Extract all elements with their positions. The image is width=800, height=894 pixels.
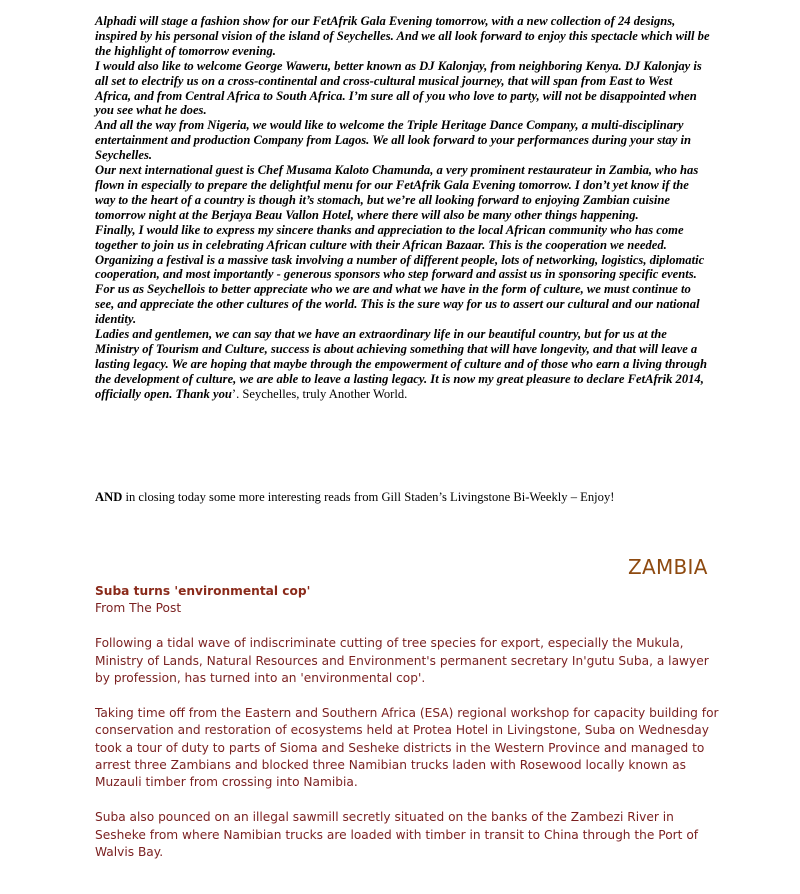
- speech-text: [95, 14, 710, 402]
- article-paragraph: Taking time off from the Eastern and Southern Africa (ESA) regional workshop for capacity building for conservation and restoration of ecosystems held at Protea Hotel in Livingstone, Suba on Wednesday took a tour of duty to parts of Sioma and Sesheke districts in the Western Province and managed to arrest three Zambians and blocked three Namibian trucks laden with Rosewood locally known as Muzauli timber from crossing into Namibia.: [95, 705, 719, 790]
- speech-paragraph: Finally, I would like to express my sincere thanks and appreciation to the local African community who has come together to join us in celebrating African culture with their African Bazaar. This is the cooperation we needed.: [95, 222, 684, 252]
- speech-paragraph: And all the way from Nigeria, we would like to welcome the Triple Heritage Dance Company, a multi-disciplinary entertainment and production Company from Lagos. We all look forward to your performances during your stay in Seychelles.: [95, 118, 692, 163]
- speech-paragraph: Ladies and gentlemen, we can say that we have an extraordinary life in our beautiful country, but for us at the Ministry of Tourism and Culture, success is about achieving something that will have longevity, and that will leave a lasting legacy. We are hoping that maybe through the empowerment of culture and of those who earn a living through the development of culture, we are able to leave a lasting legacy. It is now my great pleasure to declare FetAfrik 2014, officially open. Thank you: [95, 327, 708, 401]
- speech-tail: ’. Seychelles, truly Another World.: [231, 386, 408, 401]
- article-headline: Suba turns 'environmental cop': [95, 584, 311, 598]
- closing-text: in closing today some more interesting reads from Gill Staden’s Livingstone Bi-Weekly – Enjoy!: [122, 490, 615, 504]
- closing-lead: AND: [95, 490, 123, 504]
- section-title: ZAMBIA: [628, 555, 708, 579]
- article-source: From The Post: [95, 601, 182, 616]
- speech-paragraph: Organizing a festival is a massive task involving a number of different people, lots of networking, logistics, diplomatic cooperation, and most importantly - generous sponsors who step forward and assist us in sponsoring specific events. For us as Seychellois to better appreciate who we are and what we have in the form of culture, we must continue to see, and appreciate the other cultures of the world. This is the sure way for us to assert our cultural and our national identity.: [95, 252, 705, 327]
- closing-line: [95, 490, 735, 505]
- speech-final-paragraph: [95, 327, 710, 402]
- speech-paragraph: Alphadi will stage a fashion show for our FetAfrik Gala Evening tomorrow, with a new collection of 24 designs, inspired by his personal vision of the island of Seychelles. And we all look forward to enjoy this spectacle which will be the highlight of tomorrow evening.: [95, 14, 710, 58]
- speech-paragraph: Our next international guest is Chef Musama Kaloto Chamunda, a very prominent restaurateur in Zambia, who has flown in especially to prepare the delightful menu for our FetAfrik Gala Evening tomorrow. I don’t yet know if the way to the heart of a country is though it’s stomach, but we’re all looking forward to enjoying Zambian cuisine tomorrow night at the Berjaya Beau Vallon Hotel, where there will also be many other things happening.: [95, 163, 699, 222]
- article: [95, 583, 725, 879]
- article-paragraph: Suba also pounced on an illegal sawmill secretly situated on the banks of the Zambezi River in Sesheke from where Namibian trucks are loaded with timber in transit to China through the Port of Walvis Bay.: [95, 810, 699, 860]
- speech-paragraph: I would also like to welcome George Waweru, better known as DJ Kalonjay, from neighboring Kenya. DJ Kalonjay is all set to electrify us on a cross-continental and cross-cultural musical journey, that will span from East to West Africa, and from Central Africa to South Africa. I’m sure all of you who love to party, will not be disappointed when you see what he does.: [95, 58, 702, 118]
- article-paragraph: Following a tidal wave of indiscriminate cutting of tree species for export, especially the Mukula, Ministry of Lands, Natural Resources and Environment's permanent secretary In'gutu Suba, a lawyer by profession, has turned into an 'environmental cop'.: [95, 636, 709, 686]
